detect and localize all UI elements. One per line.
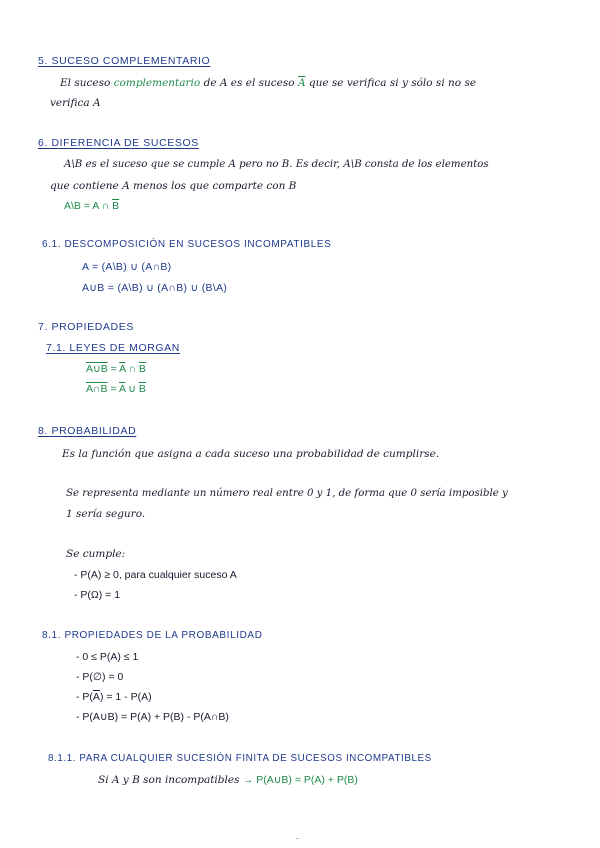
s5-highlight-term: complementario <box>113 77 201 89</box>
morgan-1-a: $\overline{A}$ <box>119 363 126 375</box>
s81-b3-complement: $\overline{A}$ <box>92 691 100 703</box>
s811-text: Si A y B son incompatibles <box>98 774 240 786</box>
section-5-title: 5. SUCESO COMPLEMENTARIO <box>38 55 211 67</box>
section-6-1-heading: 6.1. DESCOMPOSICIÓN EN SUCESOS INCOMPATIBLES <box>42 239 332 250</box>
section-8-1-bullet-4: - P(A∪B) = P(A) + P(B) - P(A∩B) <box>76 711 229 723</box>
section-8-representation-line-1: Se representa mediante un número real entre 0 y 1, de forma que 0 sería imposible y <box>66 488 508 499</box>
s5-complement-symbol: $\overline{A}$ <box>297 77 306 89</box>
section-8-heading <box>38 426 136 437</box>
morgan-1-b: $\overline{B}$ <box>138 363 146 375</box>
section-5-heading <box>38 56 210 67</box>
section-8-representation-line-2: 1 sería seguro. <box>66 508 146 520</box>
section-8-1-bullet-3 <box>76 692 152 703</box>
section-5-line-2: verifica A <box>50 97 101 109</box>
section-6-1-formula-1: A = (A\B) ∪ (A∩B) <box>82 261 172 273</box>
section-7-1-title: 7.1. LEYES DE MORGAN <box>46 342 180 354</box>
paper-speck <box>296 838 299 839</box>
s81-b3-a: - P( <box>76 691 93 703</box>
section-8-definition: Es la función que asigna a cada suceso una probabilidad de cumplirse. <box>62 448 440 460</box>
section-5-line-1 <box>60 78 476 89</box>
section-8-1-bullet-1: - 0 ≤ P(A) ≤ 1 <box>76 651 139 663</box>
section-6-formula <box>64 201 119 212</box>
section-8-1-heading: 8.1. PROPIEDADES DE LA PROBABILIDAD <box>42 630 263 641</box>
morgan-1-eq: = <box>107 363 120 375</box>
morgan-2-b: $\overline{B}$ <box>138 383 146 395</box>
section-7-1-heading <box>46 343 180 354</box>
morgan-law-1 <box>86 364 146 375</box>
s5-text-c: de A es el suceso <box>203 77 295 89</box>
morgan-2-eq: = <box>107 383 119 395</box>
section-8-1-bullet-2: - P(∅) = 0 <box>76 671 124 683</box>
morgan-2-op: ∪ <box>125 383 139 395</box>
section-6-line-1: A\B es el suceso que se cumple A pero no B. Es decir, A\B consta de los elementos <box>64 159 489 170</box>
section-6-heading <box>38 138 199 149</box>
section-8-title: 8. PROBABILIDAD <box>38 425 137 437</box>
s5-text-a: El suceso <box>60 77 111 89</box>
s6-formula-complement: $\overline{B}$ <box>112 200 120 212</box>
morgan-law-2 <box>86 384 146 395</box>
s811-result: → P(A∪B) = P(A) + P(B) <box>242 774 358 786</box>
s5-text-e: que se verifica si y sólo si no se <box>308 77 477 89</box>
section-8-satisfies: Se cumple: <box>66 548 126 560</box>
section-8-bullet-2: - P(Ω) = 1 <box>74 589 121 601</box>
section-6-1-formula-2: A∪B = (A\B) ∪ (A∩B) ∪ (B\A) <box>82 282 228 294</box>
section-8-1-1-heading: 8.1.1. PARA CUALQUIER SUCESIÓN FINITA DE SUCESOS INCOMPATIBLES <box>48 753 432 764</box>
section-6-line-2: que contiene A menos los que comparte con B <box>50 180 297 192</box>
section-8-bullet-1: - P(A) ≥ 0, para cualquier suceso A <box>74 569 237 581</box>
morgan-2-a: $\overline{A}$ <box>118 383 126 395</box>
s6-formula-text: A\B = A ∩ <box>64 200 113 212</box>
morgan-2-lhs: A∩B <box>86 383 108 395</box>
s81-b3-c: ) = 1 - P(A) <box>99 691 152 703</box>
section-6-title: 6. DIFERENCIA DE SUCESOS <box>38 137 199 149</box>
section-8-1-1-line <box>98 775 358 786</box>
morgan-1-op: ∩ <box>125 363 139 375</box>
section-7-heading: 7. PROPIEDADES <box>38 321 134 333</box>
morgan-1-lhs: A∪B <box>86 363 108 375</box>
